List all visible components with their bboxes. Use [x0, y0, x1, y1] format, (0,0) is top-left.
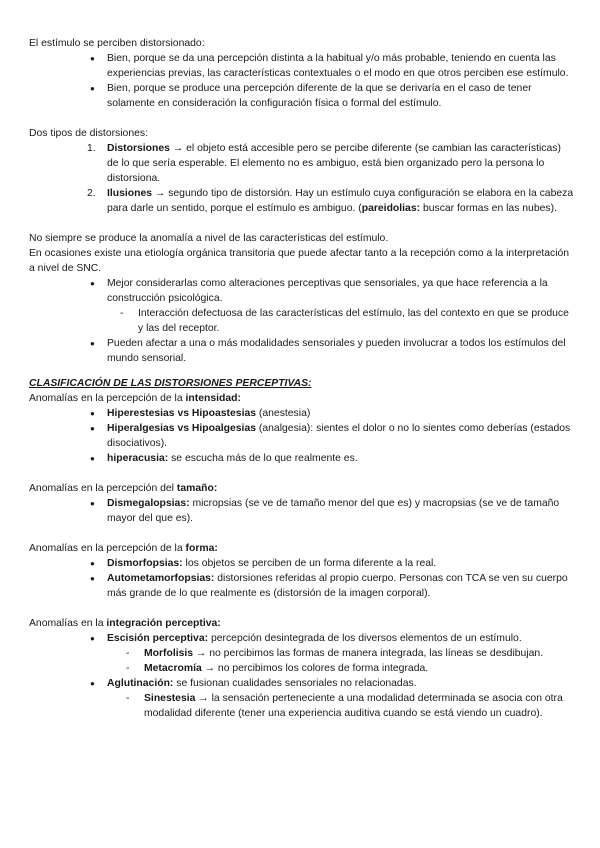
section2-intro: Dos tipos de distorsiones:: [29, 128, 148, 139]
definition: (anestesia): [256, 408, 311, 419]
list-item: [107, 676, 574, 721]
term: Dismegalopsias:: [107, 498, 190, 509]
term: Morfolisis: [144, 648, 194, 659]
sublist-item-text: Interacción defectuosa de las características del estímulo, las del contexto en que se produce y las del receptor.: [138, 308, 569, 334]
term: pareidolias:: [361, 203, 421, 214]
paragraph: En ocasiones existe una etiología orgánica transitoria que puede afectar tanto a la recepción como a la interpretación a nivel de SNC.: [29, 248, 570, 274]
list-item: [107, 406, 574, 421]
sublist-item: [126, 661, 574, 676]
definition: (analgesia): sientes el dolor o no lo sientes como deberías (estados disociativos).: [107, 423, 571, 449]
definition: se fusionan cualidades sensoriales no relacionadas.: [173, 678, 417, 689]
section1-intro: El estímulo se perciben distorsionado:: [29, 38, 205, 49]
list-number: 2.: [87, 188, 96, 199]
dash-marker: -: [126, 693, 130, 704]
term: Sinestesia: [144, 693, 196, 704]
list-item: ● Pueden afectar a una o más modalidades sensoriales y pueden involucrar a todos los estímulos del mundo sensorial.: [107, 336, 574, 366]
term: Hiperalgesias vs Hipoalgesias: [107, 423, 257, 434]
sublist-item: [126, 646, 574, 661]
list-item: ● Bien, porque se da una percepción distinta a la habitual y/o más probable, teniendo en cuenta las experiencias previas, las características contextuales o el modo en que otros perciben ese estímulo.: [107, 51, 574, 81]
category-key: tamaño:: [176, 483, 218, 494]
definition: se escucha más de lo que realmente es.: [168, 453, 358, 464]
category-intro: [29, 391, 574, 406]
list-item: [107, 276, 574, 336]
term: Aglutinación:: [107, 678, 174, 689]
sublist: [120, 306, 574, 336]
sublist: [126, 646, 574, 676]
document-page: [29, 36, 574, 721]
definition: buscar formas en las nubes).: [420, 203, 557, 214]
definition: micropsias (se ve de tamaño menor del que es) y macropsias (se ve de tamaño mayor del que es).: [107, 498, 560, 524]
list-item: [107, 571, 574, 601]
term: Metacromía: [144, 663, 202, 674]
list-item: [107, 451, 574, 466]
list-item-text: Mejor considerarlas como alteraciones perceptivas que sensoriales, ya que hace referencia a la construcción psicológica.: [107, 278, 548, 304]
tamano-list: [107, 496, 574, 526]
definition: → la sensación perteneciente a una modalidad determinada se asocia con otra modalidad diferente (tener una experiencia auditiva cuando se está viendo un cuadro).: [144, 693, 563, 719]
category-intro: [29, 481, 574, 496]
list-number: 1.: [87, 143, 96, 154]
term: Dismorfopsias:: [107, 558, 183, 569]
term: Ilusiones: [107, 188, 153, 199]
section-heading: CLASIFICACIÓN DE LAS DISTORSIONES PERCEPTIVAS:: [29, 378, 312, 389]
list-item: [107, 556, 574, 571]
category-intro-text: Anomalías en la percepción de la: [29, 543, 186, 554]
term: Autometamorfopsias:: [107, 573, 215, 584]
term: Distorsiones: [107, 143, 170, 154]
sublist: [126, 691, 574, 721]
definition: → el objeto está accesible pero se percibe diferente (se cambian las características) de lo que sería esperable. El elemento no es ambiguo, está bien organizado pero la persona lo distorsiona.: [107, 143, 561, 184]
term: hiperacusia:: [107, 453, 169, 464]
definition: los objetos se perciben de un forma diferente a la real.: [182, 558, 437, 569]
intensidad-list: [107, 406, 574, 466]
definition: → no percibimos las formas de manera integrada, las líneas se desdibujan.: [193, 648, 544, 659]
category-intro: [29, 616, 574, 631]
category-intro-text: Anomalías en la: [29, 618, 107, 629]
dash-marker: -: [126, 663, 130, 674]
term: Hiperestesias vs Hipoastesias: [107, 408, 257, 419]
sublist-item: [126, 691, 574, 721]
list-item: [107, 631, 574, 676]
dash-marker: -: [126, 648, 130, 659]
section2-list: [87, 141, 574, 216]
category-key: integración perceptiva:: [106, 618, 221, 629]
paragraph: No siempre se produce la anomalía a nivel de las características del estímulo.: [29, 233, 389, 244]
section1-list: [107, 51, 574, 111]
category-key: intensidad:: [185, 393, 241, 404]
dash-marker: -: [120, 308, 124, 319]
category-intro: [29, 541, 574, 556]
list-item: [107, 496, 574, 526]
list-item: [87, 186, 574, 216]
category-intro-text: Anomalías en la percepción del: [29, 483, 177, 494]
term: Escisión perceptiva:: [107, 633, 209, 644]
integracion-list: [107, 631, 574, 721]
forma-list: [107, 556, 574, 601]
definition: percepción desintegrada de los diversos elementos de un estímulo.: [208, 633, 522, 644]
category-intro-text: Anomalías en la percepción de la: [29, 393, 186, 404]
list-item: ● Bien, porque se produce una percepción diferente de la que se derivaría en el caso de tener solamente en consideración la configuración física o formal del estímulo.: [107, 81, 574, 111]
definition: → segundo tipo de distorsión. Hay un estímulo cuya configuración se elabora en la cabeza para darle un sentido, porque el estímulo es ambiguo. (: [107, 188, 574, 214]
definition: distorsiones referidas al propio cuerpo. Personas con TCA se ven su cuerpo más grande de lo que realmente es (distorsión de la imagen corporal).: [107, 573, 568, 599]
list-item: [107, 421, 574, 451]
sublist-item: [120, 306, 574, 336]
category-key: forma:: [185, 543, 218, 554]
section3-list: [107, 276, 574, 366]
definition: → no percibimos los colores de forma integrada.: [201, 663, 429, 674]
list-item: [87, 141, 574, 186]
